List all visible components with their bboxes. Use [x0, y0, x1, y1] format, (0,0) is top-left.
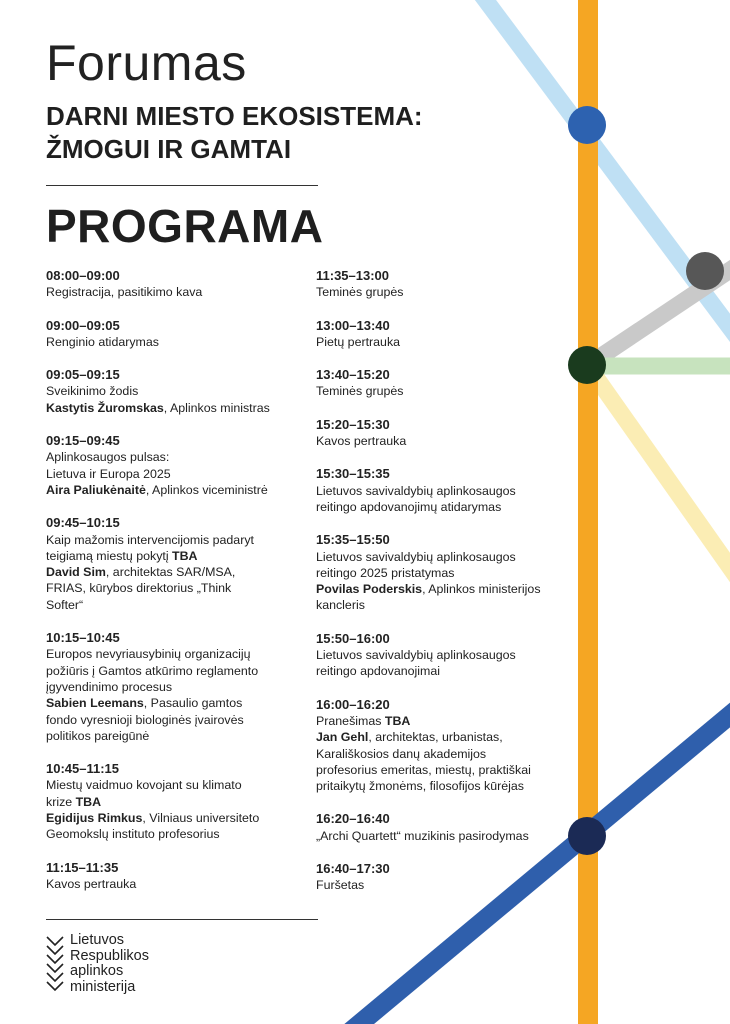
speaker-name: TBA	[75, 794, 102, 809]
program-item-line	[316, 483, 566, 499]
program-item-text: reitingo apdovanojimų atidarymas	[316, 499, 502, 514]
program-item-text: profesorius emeritas, miestų, praktiškai	[316, 762, 531, 777]
program-item	[316, 631, 566, 680]
program-item-time: 09:00–09:05	[46, 317, 120, 333]
program-item-text: krize	[46, 794, 76, 809]
program-item-time: 09:05–09:15	[46, 367, 120, 383]
program-item-text: , Aplinkos ministras	[163, 400, 270, 415]
program-item-text: kancleris	[316, 598, 365, 613]
program-item	[46, 268, 296, 301]
program-item-text: Europos nevyriausybinių organizacijų	[46, 647, 251, 662]
program-item-line	[46, 728, 296, 744]
program-item-line	[46, 663, 296, 679]
program-item-text: Sveikinimo žodis	[46, 384, 139, 399]
program-item-line	[46, 826, 296, 842]
program-item-line	[46, 466, 296, 482]
program-item-text: Furšetas	[316, 878, 365, 893]
program-item	[316, 697, 566, 795]
program-item-time: 11:15–11:35	[46, 859, 119, 875]
speaker-name: TBA	[172, 548, 198, 563]
ministry-name-line-2: Respublikos	[70, 947, 149, 964]
program-item-text: Lietuvos savivaldybių aplinkosaugos	[316, 549, 516, 564]
program-item-text: , Aplinkos ministerijos	[422, 582, 541, 597]
program-item-line	[46, 400, 296, 416]
program-item-text: Pietų pertrauka	[316, 334, 401, 349]
program-item	[316, 268, 566, 301]
program-item	[46, 630, 296, 744]
program-item-time: 09:15–09:45	[46, 433, 120, 449]
program-item-time: 15:30–15:35	[316, 466, 390, 482]
program-item-line	[46, 548, 296, 564]
program-item-text: Geomokslų instituto profesorius	[46, 827, 220, 842]
program-item-line	[46, 532, 296, 548]
program-item	[316, 367, 566, 400]
program-item-text: Aplinkosaugos pulsas:	[46, 450, 170, 465]
program-item-text: Renginio atidarymas	[46, 334, 159, 349]
program-item-line	[316, 383, 566, 399]
program-item-text: Kavos pertrauka	[316, 434, 407, 449]
program-item	[46, 860, 296, 893]
program-item	[46, 515, 296, 613]
program-item-time: 11:35–13:00	[316, 268, 390, 283]
program-column-left	[46, 268, 296, 909]
program-item-text: , Pasaulio gamtos	[143, 696, 243, 711]
program-item-text: pritaikytų žmonėms, filosofijos kūrėjas	[316, 779, 524, 794]
program-item-line	[316, 433, 566, 449]
program-item-line	[46, 712, 296, 728]
program-item-text: Lietuva ir Europa 2025	[46, 466, 171, 481]
program-item-line	[46, 777, 296, 793]
program-item-line	[46, 449, 296, 465]
ministry-name-line-3: aplinkos	[70, 963, 124, 979]
station-node-blue	[568, 106, 606, 144]
speaker-name: Egidijus Rimkus	[46, 811, 143, 826]
program-item-text: įgyvendinimo procesus	[46, 679, 173, 694]
program-item-text: Teminės grupės	[316, 384, 404, 399]
program-item-line	[316, 877, 566, 893]
program-item-text: teigiamą miestų pokytį	[46, 548, 173, 563]
event-title	[46, 100, 466, 166]
ministry-name	[70, 933, 149, 995]
program-item-time: 13:40–15:20	[316, 367, 390, 383]
program-item-line	[316, 597, 566, 613]
ministry-name-line-1: Lietuvos	[70, 932, 125, 948]
program-item-time: 15:35–15:50	[316, 532, 390, 548]
program-item-line	[316, 647, 566, 663]
program-item-line	[46, 580, 296, 596]
speaker-name: Aira Paliukėnaitė	[46, 482, 146, 497]
program-item-line	[46, 876, 296, 892]
program-item-text: „Archi Quartett“ muzikinis pasirodymas	[316, 828, 529, 843]
program-item	[316, 318, 566, 351]
program-item-line	[316, 499, 566, 515]
program-item-time: 10:45–11:15	[46, 761, 120, 777]
program-item-text: Lietuvos savivaldybių aplinkosaugos	[316, 483, 516, 498]
program-heading: PROGRAMA	[46, 200, 324, 252]
program-item-line	[46, 383, 296, 399]
program-item-line	[316, 581, 566, 597]
divider-top	[46, 185, 318, 186]
program-item	[316, 532, 566, 613]
program-item	[46, 761, 296, 842]
program-item-text: , Vilniaus universiteto	[142, 811, 260, 826]
program-item-line	[46, 597, 296, 613]
program-item-line	[316, 334, 566, 350]
program-item-text: Kaip mažomis intervencijomis padaryt	[46, 532, 254, 547]
program-item-time: 16:00–16:20	[316, 696, 390, 712]
program-item-text: požiūris į Gamtos atkūrimo reglamento	[46, 663, 259, 678]
program-item-time: 15:50–16:00	[316, 630, 390, 646]
program-item-text: Softer“	[46, 597, 84, 612]
program-item-text: reitingo 2025 pristatymas	[316, 565, 455, 580]
program-item-line	[316, 762, 566, 778]
program-item-line	[316, 549, 566, 565]
program-item-text: FRIAS, kūrybos direktorius „Think	[46, 581, 232, 596]
program-item-text: Kavos pertrauka	[46, 876, 137, 891]
program-item-text: Miestų vaidmuo kovojant su klimato	[46, 778, 242, 793]
ministry-logo-mark-icon	[46, 935, 64, 995]
program-item-line	[46, 794, 296, 810]
program-item	[316, 466, 566, 515]
header	[46, 34, 466, 166]
program-item-text: Registracija, pasitikimo kava	[46, 285, 203, 300]
program-item-text: Lietuvos savivaldybių aplinkosaugos	[316, 648, 516, 663]
light-yellow-line	[588, 366, 730, 610]
program-item-time: 09:45–10:15	[46, 515, 120, 531]
program-item-text: , Aplinkos viceministrė	[145, 482, 268, 497]
event-title-line-1: DARNI MIESTO EKOSISTEMA:	[46, 101, 423, 131]
speaker-name: Kastytis Žuromskas	[46, 400, 164, 415]
program-item-text: reitingo apdovanojimai	[316, 664, 440, 679]
program-item-time: 15:20–15:30	[316, 416, 390, 432]
program-item-text: , architektas SAR/MSA,	[105, 565, 236, 580]
program-item-line	[316, 565, 566, 581]
program-item	[316, 811, 566, 844]
program-item-line	[316, 663, 566, 679]
station-node-navy	[568, 817, 606, 855]
program-item-time: 16:40–17:30	[316, 861, 390, 877]
program-item-line	[316, 284, 566, 300]
program-item-text: politikos pareigūnė	[46, 728, 150, 743]
program-item-line	[316, 729, 566, 745]
speaker-name: Jan Gehl	[316, 730, 369, 745]
program-item-line	[46, 679, 296, 695]
program-item-line	[316, 746, 566, 762]
program-item-text: Pranešimas	[316, 713, 385, 728]
program-item-time: 08:00–09:00	[46, 268, 120, 283]
program-item-line	[46, 646, 296, 662]
program-column-right	[316, 268, 566, 911]
program-item-line	[316, 713, 566, 729]
speaker-name: TBA	[384, 713, 411, 728]
program-item-time: 16:20–16:40	[316, 811, 390, 827]
speaker-name: David Sim	[46, 565, 106, 580]
program-item-line	[46, 334, 296, 350]
program-item	[46, 367, 296, 416]
program-item-line	[316, 828, 566, 844]
program-item-line	[46, 695, 296, 711]
program-item-line	[46, 284, 296, 300]
program-item	[316, 417, 566, 450]
program-item	[316, 861, 566, 894]
program-item-line	[316, 778, 566, 794]
station-node-green	[568, 346, 606, 384]
speaker-name: Povilas Poderskis	[316, 582, 423, 597]
program-item	[46, 433, 296, 498]
program-item-text: fondo vyresnioji biologinės įvairovės	[46, 712, 244, 727]
program-item-line	[46, 564, 296, 580]
event-title-line-2: ŽMOGUI IR GAMTAI	[46, 134, 292, 164]
ministry-name-line-4: ministerija	[70, 978, 136, 995]
program-item-text: Teminės grupės	[316, 285, 404, 300]
divider-bottom	[46, 919, 318, 920]
station-node-gray	[686, 252, 724, 290]
program-item-line	[46, 810, 296, 826]
program-item	[46, 318, 296, 351]
program-item-time: 13:00–13:40	[316, 317, 390, 333]
program-item-text: Karališkosios danų akademijos	[316, 746, 487, 761]
program-item-text: , architektas, urbanistas,	[368, 730, 503, 745]
forum-label: Forumas	[46, 35, 247, 91]
speaker-name: Sabien Leemans	[46, 696, 144, 711]
program-item-time: 10:15–10:45	[46, 630, 120, 646]
program-item-line	[46, 482, 296, 498]
